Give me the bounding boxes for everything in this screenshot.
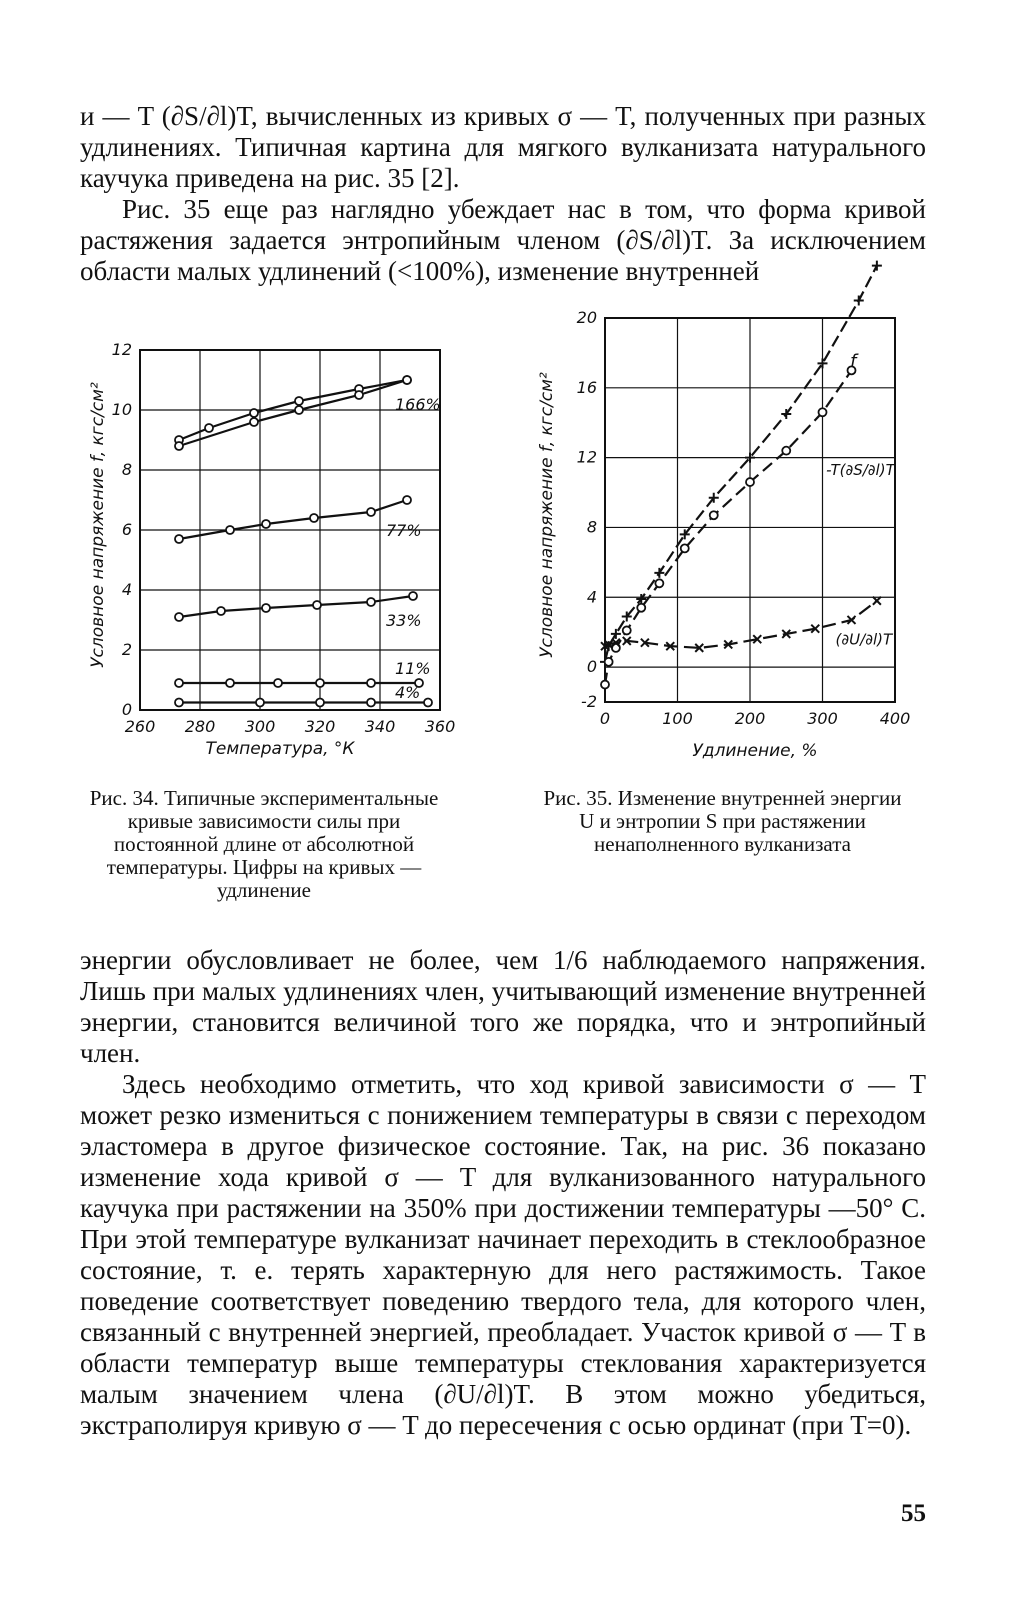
data-point — [637, 604, 645, 612]
data-point — [355, 391, 363, 399]
x-tick-label: 260 — [124, 717, 156, 736]
figure-34-ylabel: Условное напряжение f, кгс/см² — [88, 382, 108, 668]
data-point — [295, 397, 303, 405]
x-tick-label: 200 — [734, 709, 766, 728]
x-tick-label: 360 — [424, 717, 456, 736]
x-tick-label: 0 — [599, 709, 611, 728]
data-point — [681, 544, 689, 552]
data-point — [367, 598, 375, 606]
data-point — [226, 526, 234, 534]
page-number: 55 — [901, 1500, 926, 1527]
data-point — [873, 597, 881, 605]
data-point — [226, 679, 234, 687]
figure-34-caption: Рис. 34. Типичные экспериментальные кривые зависимости силы при постоянной длине от абсолютной температуры. Цифры на кривых — удлинение — [89, 786, 439, 902]
data-point — [611, 629, 621, 639]
series-label: f — [850, 350, 857, 372]
data-point — [316, 679, 324, 687]
y-tick-label: 6 — [121, 520, 132, 539]
y-tick-label: 8 — [586, 517, 597, 537]
data-point — [403, 496, 411, 504]
data-point — [316, 699, 324, 707]
y-tick-label: -2 — [581, 692, 597, 711]
data-point — [367, 699, 375, 707]
data-point — [854, 296, 864, 306]
data-point — [403, 376, 411, 384]
data-point — [175, 679, 183, 687]
data-point — [310, 514, 318, 522]
data-point — [605, 658, 613, 666]
x-tick-label: 300 — [244, 717, 276, 736]
data-point — [623, 626, 631, 634]
paragraph-2: Рис. 35 еще раз наглядно убеждает нас в том, что форма кривой растяжения задается энтропийным членом (∂S/∂l)T. За исключением области малых удлинений (<100%), изменение внутренней — [80, 194, 926, 286]
data-point — [205, 424, 213, 432]
figure-34-chart — [80, 325, 470, 775]
y-tick-label: 10 — [111, 400, 132, 419]
data-point — [295, 406, 303, 414]
figure-35-ylabel: Условное напряжение f, кгс/см² — [537, 372, 557, 658]
data-point — [175, 699, 183, 707]
x-tick-label: 320 — [304, 717, 336, 736]
data-point — [274, 679, 282, 687]
data-point — [217, 607, 225, 615]
y-tick-label: 12 — [111, 340, 132, 359]
y-tick-label: 4 — [586, 587, 597, 607]
series-label: 166% — [395, 395, 441, 414]
y-tick-label: 0 — [586, 657, 597, 677]
data-point — [367, 508, 375, 516]
y-tick-label: 8 — [121, 460, 132, 479]
series-label: -T(∂S/∂l)T — [826, 461, 895, 480]
series-label: 4% — [395, 683, 421, 702]
data-point — [175, 535, 183, 543]
series-line — [179, 596, 413, 617]
paragraph-3: энергии обусловливает не более, чем 1/6 наблюдаемого напряжения. Лишь при малых удлинениях член, учитывающий изменение внутренней энергии, становится величиной того же порядка, что и энтропийный член. — [80, 945, 926, 1068]
paragraph-4: Здесь необходимо отметить, что ход кривой зависимости σ — T может резко измениться с понижением температуры в связи с переходом эластомера в другое физическое состояние. Так, на рис. 36 показано изменение хода кривой σ — T для вулканизованного натурального каучука при растяжении на 350% при достижении температуры —50° С. При этой температуре вулканизат начинает переходить в стеклообразное состояние, т. е. терять характерную для него растяжимость. Такое поведение соответствует поведению твердого тела, для которого член, связанный с внутренней энергией, преобладает. Участок кривой σ — T в области температур выше температуры стеклования характеризуется малым значением члена (∂U/∂l)T. В этом можно убедиться, экстраполируя кривую σ — T до пересечения с осью ординат (при T=0). — [80, 1069, 926, 1440]
series-label: 11% — [395, 659, 431, 678]
data-point — [313, 601, 321, 609]
y-tick-label: 16 — [576, 377, 597, 397]
y-tick-label: 20 — [576, 308, 597, 327]
y-tick-label: 4 — [121, 580, 132, 599]
data-point — [262, 520, 270, 528]
series-label: 77% — [386, 521, 422, 540]
x-tick-label: 400 — [879, 709, 911, 728]
data-point — [367, 679, 375, 687]
y-tick-label: 2 — [121, 640, 132, 659]
figure-34-xlabel: Температура, °К — [205, 739, 355, 759]
data-point — [819, 408, 827, 416]
data-point — [710, 511, 718, 519]
data-point — [175, 442, 183, 450]
series-line — [179, 380, 407, 446]
figure-35-caption: Рис. 35. Изменение внутренней энергии U и энтропии S при растяжении ненаполненного вулканизата — [543, 786, 902, 856]
y-tick-label: 12 — [576, 447, 597, 467]
series-line — [179, 500, 407, 539]
x-tick-label: 280 — [184, 717, 216, 736]
data-point — [409, 592, 417, 600]
series-label: (∂U/∂l)T — [835, 630, 893, 649]
data-point — [175, 613, 183, 621]
data-point — [256, 699, 264, 707]
x-tick-label: 300 — [807, 709, 838, 728]
data-point — [250, 409, 258, 417]
data-point — [655, 579, 663, 587]
paragraph-1: и — T (∂S/∂l)T, вычисленных из кривых σ — T, полученных при разных удлинениях. Типичная картина для мягкого вулканизата натурального каучука приведена на рис. 35 [2]. — [80, 101, 926, 193]
figure-35-chart — [530, 300, 915, 770]
data-point — [746, 478, 754, 486]
series-label: 33% — [386, 611, 422, 630]
figure-35-xlabel: Удлинение, % — [692, 741, 818, 761]
x-tick-label: 100 — [662, 709, 693, 728]
y-tick-label: 0 — [121, 700, 132, 719]
data-point — [782, 447, 790, 455]
data-point — [262, 604, 270, 612]
data-point — [424, 699, 432, 707]
x-tick-label: 340 — [364, 717, 396, 736]
data-point — [250, 418, 258, 426]
data-point — [601, 681, 609, 689]
